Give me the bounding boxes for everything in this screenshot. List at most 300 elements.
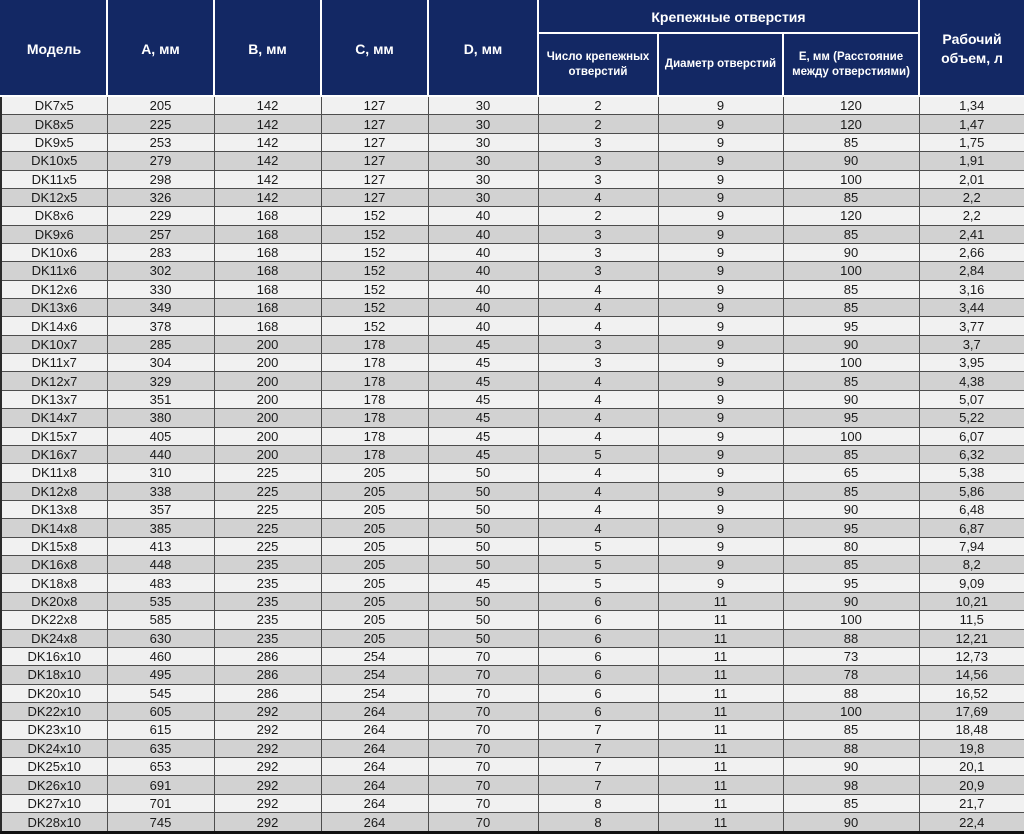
cell-a: 349 (107, 299, 214, 317)
cell-e: 90 (783, 758, 919, 776)
cell-d: 70 (428, 702, 538, 720)
cell-holes-count: 4 (538, 500, 658, 518)
cell-model: DK23x10 (1, 721, 107, 739)
cell-b: 286 (214, 647, 321, 665)
cell-b: 235 (214, 556, 321, 574)
cell-d: 70 (428, 776, 538, 794)
table-row (1, 519, 1024, 537)
cell-holes-count: 4 (538, 299, 658, 317)
column-header-holes-count: Число крепежных отверстий (538, 33, 658, 96)
cell-holes-count: 7 (538, 721, 658, 739)
cell-d: 40 (428, 243, 538, 261)
cell-d: 30 (428, 115, 538, 133)
cell-c: 254 (321, 684, 428, 702)
cell-model: DK24x10 (1, 739, 107, 757)
cell-holes-diameter: 9 (658, 225, 783, 243)
cell-e: 100 (783, 354, 919, 372)
cell-holes-count: 2 (538, 115, 658, 133)
cell-model: DK15x7 (1, 427, 107, 445)
cell-c: 264 (321, 739, 428, 757)
table-row (1, 464, 1024, 482)
cell-b: 200 (214, 445, 321, 463)
cell-holes-diameter: 11 (658, 629, 783, 647)
cell-a: 357 (107, 500, 214, 518)
cell-a: 701 (107, 794, 214, 812)
cell-model: DK18x8 (1, 574, 107, 592)
cell-d: 50 (428, 537, 538, 555)
cell-volume: 2,01 (919, 170, 1024, 188)
cell-holes-count: 3 (538, 335, 658, 353)
table-header (1, 1, 1024, 96)
table-row (1, 721, 1024, 739)
cell-b: 168 (214, 243, 321, 261)
cell-d: 40 (428, 299, 538, 317)
cell-model: DK16x10 (1, 647, 107, 665)
cell-b: 142 (214, 152, 321, 170)
cell-holes-diameter: 11 (658, 666, 783, 684)
table-row (1, 758, 1024, 776)
cell-e: 90 (783, 390, 919, 408)
cell-e: 85 (783, 280, 919, 298)
cell-model: DK11x8 (1, 464, 107, 482)
cell-holes-count: 4 (538, 372, 658, 390)
cell-b: 142 (214, 115, 321, 133)
cell-holes-diameter: 9 (658, 133, 783, 151)
cell-holes-count: 4 (538, 390, 658, 408)
cell-a: 351 (107, 390, 214, 408)
cell-volume: 14,56 (919, 666, 1024, 684)
cell-volume: 2,84 (919, 262, 1024, 280)
cell-a: 745 (107, 813, 214, 833)
cell-b: 200 (214, 335, 321, 353)
cell-e: 80 (783, 537, 919, 555)
cell-d: 50 (428, 500, 538, 518)
table-row (1, 133, 1024, 151)
cell-holes-count: 4 (538, 280, 658, 298)
cell-volume: 1,91 (919, 152, 1024, 170)
cell-b: 292 (214, 776, 321, 794)
cell-d: 70 (428, 666, 538, 684)
cell-volume: 6,87 (919, 519, 1024, 537)
table-row (1, 611, 1024, 629)
cell-d: 50 (428, 556, 538, 574)
cell-b: 292 (214, 813, 321, 833)
cell-d: 45 (428, 354, 538, 372)
table-row (1, 372, 1024, 390)
cell-c: 152 (321, 299, 428, 317)
cell-b: 168 (214, 225, 321, 243)
column-header-model: Модель (1, 1, 107, 96)
cell-model: DK14x8 (1, 519, 107, 537)
cell-e: 98 (783, 776, 919, 794)
cell-b: 168 (214, 299, 321, 317)
table-row (1, 335, 1024, 353)
cell-model: DK8x6 (1, 207, 107, 225)
cell-holes-count: 6 (538, 702, 658, 720)
cell-c: 178 (321, 427, 428, 445)
cell-model: DK10x6 (1, 243, 107, 261)
cell-model: DK12x7 (1, 372, 107, 390)
cell-e: 95 (783, 317, 919, 335)
cell-a: 585 (107, 611, 214, 629)
cell-c: 254 (321, 647, 428, 665)
cell-holes-count: 3 (538, 133, 658, 151)
cell-c: 152 (321, 225, 428, 243)
cell-volume: 17,69 (919, 702, 1024, 720)
cell-c: 127 (321, 188, 428, 206)
cell-a: 385 (107, 519, 214, 537)
cell-c: 152 (321, 243, 428, 261)
table-row (1, 409, 1024, 427)
table-row (1, 776, 1024, 794)
cell-holes-diameter: 9 (658, 445, 783, 463)
cell-a: 380 (107, 409, 214, 427)
cell-model: DK24x8 (1, 629, 107, 647)
cell-d: 50 (428, 519, 538, 537)
cell-c: 264 (321, 776, 428, 794)
cell-holes-diameter: 11 (658, 794, 783, 812)
cell-b: 168 (214, 207, 321, 225)
cell-a: 229 (107, 207, 214, 225)
cell-holes-count: 4 (538, 464, 658, 482)
cell-a: 653 (107, 758, 214, 776)
cell-e: 90 (783, 813, 919, 833)
cell-holes-diameter: 9 (658, 96, 783, 115)
cell-c: 178 (321, 390, 428, 408)
cell-model: DK26x10 (1, 776, 107, 794)
cell-d: 30 (428, 96, 538, 115)
cell-a: 448 (107, 556, 214, 574)
cell-c: 152 (321, 280, 428, 298)
cell-d: 50 (428, 482, 538, 500)
cell-e: 85 (783, 225, 919, 243)
cell-volume: 5,86 (919, 482, 1024, 500)
cell-holes-diameter: 9 (658, 262, 783, 280)
cell-c: 205 (321, 611, 428, 629)
cell-volume: 8,2 (919, 556, 1024, 574)
cell-model: DK11x7 (1, 354, 107, 372)
cell-c: 127 (321, 133, 428, 151)
cell-a: 378 (107, 317, 214, 335)
cell-b: 235 (214, 574, 321, 592)
cell-d: 45 (428, 445, 538, 463)
cell-a: 691 (107, 776, 214, 794)
table-row (1, 299, 1024, 317)
table-row (1, 794, 1024, 812)
cell-model: DK16x7 (1, 445, 107, 463)
cell-c: 127 (321, 96, 428, 115)
cell-e: 100 (783, 262, 919, 280)
cell-holes-count: 6 (538, 592, 658, 610)
cell-holes-diameter: 11 (658, 684, 783, 702)
cell-holes-diameter: 9 (658, 409, 783, 427)
cell-holes-diameter: 9 (658, 243, 783, 261)
cell-holes-diameter: 9 (658, 335, 783, 353)
cell-b: 292 (214, 794, 321, 812)
cell-holes-count: 5 (538, 556, 658, 574)
cell-model: DK27x10 (1, 794, 107, 812)
cell-d: 45 (428, 427, 538, 445)
cell-holes-diameter: 9 (658, 537, 783, 555)
cell-c: 264 (321, 794, 428, 812)
table-row (1, 629, 1024, 647)
table-row (1, 666, 1024, 684)
cell-model: DK28x10 (1, 813, 107, 833)
cell-e: 88 (783, 684, 919, 702)
cell-model: DK9x6 (1, 225, 107, 243)
cell-holes-count: 3 (538, 262, 658, 280)
cell-a: 545 (107, 684, 214, 702)
cell-holes-diameter: 9 (658, 299, 783, 317)
cell-model: DK11x5 (1, 170, 107, 188)
cell-d: 45 (428, 390, 538, 408)
cell-d: 40 (428, 225, 538, 243)
cell-holes-diameter: 9 (658, 170, 783, 188)
cell-d: 70 (428, 739, 538, 757)
cell-model: DK12x8 (1, 482, 107, 500)
cell-e: 120 (783, 115, 919, 133)
cell-e: 85 (783, 721, 919, 739)
cell-holes-diameter: 9 (658, 556, 783, 574)
cell-e: 85 (783, 188, 919, 206)
table-row (1, 702, 1024, 720)
cell-volume: 5,07 (919, 390, 1024, 408)
cell-e: 65 (783, 464, 919, 482)
cell-d: 50 (428, 629, 538, 647)
cell-volume: 12,21 (919, 629, 1024, 647)
cell-holes-diameter: 11 (658, 813, 783, 833)
cell-b: 225 (214, 482, 321, 500)
cell-c: 264 (321, 758, 428, 776)
cell-holes-count: 3 (538, 243, 658, 261)
cell-holes-diameter: 9 (658, 574, 783, 592)
cell-c: 205 (321, 629, 428, 647)
cell-e: 95 (783, 519, 919, 537)
cell-d: 45 (428, 409, 538, 427)
cell-holes-diameter: 11 (658, 721, 783, 739)
table-row (1, 592, 1024, 610)
cell-c: 205 (321, 464, 428, 482)
cell-holes-count: 7 (538, 758, 658, 776)
cell-c: 264 (321, 702, 428, 720)
cell-holes-count: 3 (538, 354, 658, 372)
cell-a: 495 (107, 666, 214, 684)
cell-c: 127 (321, 115, 428, 133)
cell-d: 70 (428, 758, 538, 776)
cell-holes-diameter: 11 (658, 592, 783, 610)
cell-c: 205 (321, 556, 428, 574)
table-row (1, 390, 1024, 408)
table-row (1, 500, 1024, 518)
cell-d: 70 (428, 684, 538, 702)
cell-c: 178 (321, 445, 428, 463)
cell-a: 310 (107, 464, 214, 482)
cell-e: 120 (783, 207, 919, 225)
cell-d: 40 (428, 317, 538, 335)
cell-holes-count: 2 (538, 96, 658, 115)
cell-volume: 7,94 (919, 537, 1024, 555)
cell-e: 100 (783, 702, 919, 720)
cell-b: 292 (214, 739, 321, 757)
cell-model: DK8x5 (1, 115, 107, 133)
cell-holes-diameter: 9 (658, 464, 783, 482)
cell-model: DK22x8 (1, 611, 107, 629)
column-header-e-distance: E, мм (Расстояние между отверстиями) (783, 33, 919, 96)
table-row (1, 684, 1024, 702)
table-row (1, 280, 1024, 298)
cell-d: 45 (428, 335, 538, 353)
cell-e: 90 (783, 243, 919, 261)
cell-d: 30 (428, 152, 538, 170)
cell-c: 205 (321, 574, 428, 592)
cell-volume: 2,66 (919, 243, 1024, 261)
cell-e: 88 (783, 629, 919, 647)
table-row (1, 813, 1024, 833)
cell-holes-count: 6 (538, 611, 658, 629)
cell-holes-diameter: 9 (658, 500, 783, 518)
cell-e: 85 (783, 482, 919, 500)
table-row (1, 243, 1024, 261)
cell-volume: 18,48 (919, 721, 1024, 739)
table-body (1, 96, 1024, 833)
cell-holes-count: 5 (538, 445, 658, 463)
cell-e: 85 (783, 133, 919, 151)
cell-c: 205 (321, 519, 428, 537)
cell-b: 200 (214, 390, 321, 408)
table-row (1, 170, 1024, 188)
cell-e: 85 (783, 299, 919, 317)
cell-volume: 3,77 (919, 317, 1024, 335)
cell-e: 85 (783, 372, 919, 390)
cell-volume: 3,7 (919, 335, 1024, 353)
cell-holes-count: 4 (538, 519, 658, 537)
column-header-a: A, мм (107, 1, 214, 96)
cell-holes-diameter: 11 (658, 611, 783, 629)
cell-d: 70 (428, 813, 538, 833)
cell-holes-diameter: 9 (658, 188, 783, 206)
cell-c: 205 (321, 592, 428, 610)
cell-volume: 1,75 (919, 133, 1024, 151)
cell-e: 95 (783, 574, 919, 592)
cell-volume: 20,9 (919, 776, 1024, 794)
cell-model: DK11x6 (1, 262, 107, 280)
cell-holes-diameter: 9 (658, 482, 783, 500)
cell-c: 178 (321, 354, 428, 372)
cell-holes-diameter: 9 (658, 152, 783, 170)
cell-holes-diameter: 11 (658, 758, 783, 776)
cell-volume: 11,5 (919, 611, 1024, 629)
cell-e: 100 (783, 170, 919, 188)
table-row (1, 115, 1024, 133)
column-group-header-mounting-holes: Крепежные отверстия (538, 1, 919, 33)
cell-model: DK10x5 (1, 152, 107, 170)
cell-holes-count: 4 (538, 188, 658, 206)
column-header-b: B, мм (214, 1, 321, 96)
cell-holes-diameter: 11 (658, 739, 783, 757)
cell-e: 85 (783, 556, 919, 574)
cell-b: 286 (214, 684, 321, 702)
cell-holes-count: 7 (538, 739, 658, 757)
cell-c: 205 (321, 482, 428, 500)
cell-d: 50 (428, 592, 538, 610)
cell-b: 292 (214, 758, 321, 776)
table-row (1, 445, 1024, 463)
cell-model: DK9x5 (1, 133, 107, 151)
cell-e: 78 (783, 666, 919, 684)
cell-d: 50 (428, 464, 538, 482)
cell-a: 615 (107, 721, 214, 739)
cell-a: 330 (107, 280, 214, 298)
cell-holes-count: 6 (538, 666, 658, 684)
cell-a: 205 (107, 96, 214, 115)
cell-volume: 3,95 (919, 354, 1024, 372)
cell-holes-diameter: 9 (658, 390, 783, 408)
cell-model: DK14x7 (1, 409, 107, 427)
cell-c: 127 (321, 170, 428, 188)
cell-model: DK15x8 (1, 537, 107, 555)
cell-b: 142 (214, 170, 321, 188)
cell-holes-diameter: 9 (658, 207, 783, 225)
table-row (1, 482, 1024, 500)
cell-e: 73 (783, 647, 919, 665)
cell-b: 292 (214, 721, 321, 739)
cell-model: DK16x8 (1, 556, 107, 574)
cell-model: DK20x8 (1, 592, 107, 610)
cell-b: 225 (214, 537, 321, 555)
cell-c: 178 (321, 335, 428, 353)
cell-model: DK13x7 (1, 390, 107, 408)
cell-d: 45 (428, 372, 538, 390)
cell-b: 142 (214, 133, 321, 151)
cell-holes-count: 3 (538, 170, 658, 188)
cell-c: 205 (321, 500, 428, 518)
cell-b: 200 (214, 354, 321, 372)
cell-a: 535 (107, 592, 214, 610)
cell-a: 253 (107, 133, 214, 151)
cell-a: 440 (107, 445, 214, 463)
cell-volume: 19,8 (919, 739, 1024, 757)
cell-a: 405 (107, 427, 214, 445)
cell-d: 30 (428, 188, 538, 206)
cell-holes-count: 3 (538, 152, 658, 170)
table-row (1, 537, 1024, 555)
cell-volume: 12,73 (919, 647, 1024, 665)
cell-a: 605 (107, 702, 214, 720)
table-row (1, 152, 1024, 170)
cell-volume: 5,38 (919, 464, 1024, 482)
cell-a: 225 (107, 115, 214, 133)
cell-a: 283 (107, 243, 214, 261)
table-row (1, 96, 1024, 115)
cell-holes-diameter: 9 (658, 354, 783, 372)
cell-e: 90 (783, 500, 919, 518)
column-header-volume: Рабочий объем, л (919, 1, 1024, 96)
table-row (1, 647, 1024, 665)
column-header-c: C, мм (321, 1, 428, 96)
cell-a: 285 (107, 335, 214, 353)
table-row (1, 317, 1024, 335)
cell-d: 70 (428, 721, 538, 739)
cell-a: 326 (107, 188, 214, 206)
cell-e: 90 (783, 335, 919, 353)
cell-c: 152 (321, 207, 428, 225)
cell-b: 168 (214, 262, 321, 280)
cell-volume: 4,38 (919, 372, 1024, 390)
cell-a: 635 (107, 739, 214, 757)
cell-volume: 2,2 (919, 207, 1024, 225)
cell-b: 200 (214, 427, 321, 445)
cell-b: 225 (214, 500, 321, 518)
